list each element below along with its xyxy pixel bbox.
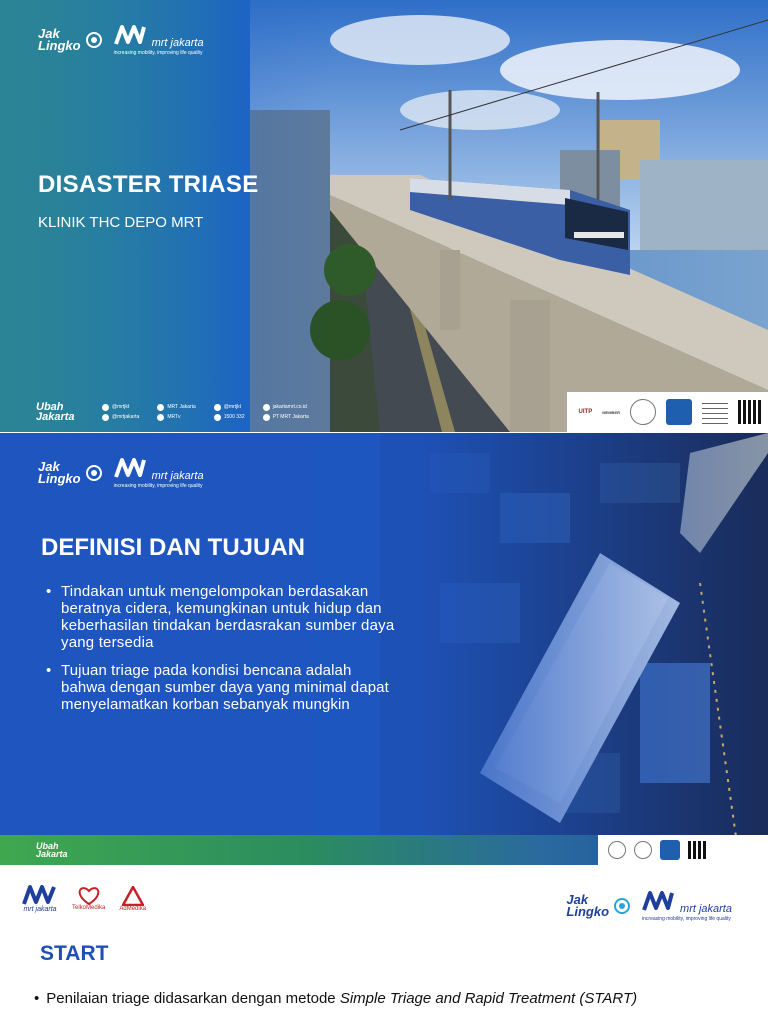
section-title: DEFINISI DAN TUJUAN <box>41 534 306 561</box>
list-item <box>34 990 637 1007</box>
qr-code-icon <box>738 400 762 424</box>
contact-text: PT MRT Jakarta <box>272 414 309 420</box>
jaklingko-line2: Lingko <box>38 38 81 53</box>
mrt-small-logo <box>22 884 58 913</box>
certification-strip <box>567 392 768 432</box>
ubah-line2: Jakarta <box>36 411 75 423</box>
mrt-mark-icon <box>642 890 676 912</box>
jaklingko-logo <box>38 28 104 52</box>
mrt-jakarta-logo <box>114 24 204 56</box>
mrt-name: mrt jakarta <box>151 470 204 482</box>
contact-item <box>102 414 139 421</box>
mrt-name: mrt jakarta <box>23 906 57 913</box>
contact-text: @mrtjkt <box>112 404 130 410</box>
youtube-icon <box>157 414 164 421</box>
certification-strip <box>598 835 768 865</box>
mrt-tagline: increasing mobility, improving life quality <box>113 483 203 489</box>
ubah-line1: Ubah <box>36 841 59 851</box>
linkedin-icon <box>263 414 270 421</box>
mike-seal-icon <box>630 399 656 425</box>
qr-code-icon <box>688 841 706 859</box>
tiktok-icon <box>214 404 221 411</box>
mrt-tagline: increasing mobility, improving life quality <box>113 50 203 56</box>
instagram-icon <box>102 404 109 411</box>
slide-title <box>0 0 768 432</box>
mrt-mark-icon <box>114 24 148 46</box>
slide1-footer <box>0 392 768 432</box>
bullet-mark: • <box>46 662 52 679</box>
mike-seal-icon <box>634 841 652 859</box>
slide-title-heading: DISASTER TRIASE <box>38 171 259 198</box>
uitp-seal-icon <box>608 841 626 859</box>
heart-icon <box>76 887 102 905</box>
contact-text: MRTv <box>167 414 181 420</box>
bullet-text: Tindakan untuk mengelompokan berdasakan beratnya cidera, kemungkinan untuk hidup dan keberhasilan tindakan berdasrakan sumber daya yang tersedia <box>61 583 395 651</box>
contact-text: @mrtjakarta <box>112 414 140 420</box>
list-item <box>46 662 398 713</box>
contact-item <box>157 414 195 421</box>
jaklingko-logo <box>566 894 632 918</box>
tuv-certified-icon <box>666 399 692 425</box>
mrt-tagline: increasing mobility, improving life quality <box>642 916 731 922</box>
jaklingko-line2: Lingko <box>38 471 81 486</box>
ubah-line2: Jakarta <box>36 849 68 859</box>
ubah-line1: Ubah <box>36 401 64 413</box>
member-label: MEMBER <box>602 409 620 415</box>
ubah-jakarta-logo <box>36 842 96 858</box>
bullet-mark: • <box>34 990 40 1007</box>
contact-item <box>263 414 309 421</box>
mrt-name: mrt jakarta <box>680 903 732 915</box>
bullet-text: Tujuan triage pada kondisi bencana adalah bahwa dengan sumber daya yang minimal dapat menyelamatkan korban sebanyak mungkin <box>61 662 389 713</box>
contact-item <box>263 404 309 411</box>
uitp-badge: UITP <box>578 409 593 415</box>
list-item <box>46 583 398 651</box>
contact-text: MRT Jakarta <box>167 404 196 410</box>
partner-logos <box>22 884 146 913</box>
contact-item <box>214 414 245 421</box>
jaklingko-logo <box>38 461 104 485</box>
jaklingko-swirl-icon <box>84 464 104 482</box>
slide-definisi <box>0 433 768 865</box>
mrt-mark-icon <box>22 884 58 906</box>
mrt-jakarta-logo <box>642 890 732 922</box>
slide-subtitle: KLINIK THC DEPO MRT <box>38 214 204 231</box>
slide2-footer <box>0 835 768 865</box>
ubah-jakarta-logo <box>36 402 96 422</box>
contact-text: @mrtjkt <box>223 404 242 410</box>
bullet-text-italic: Simple Triage and Rapid Treatment (START) <box>339 990 638 1007</box>
twitter-icon <box>102 414 109 421</box>
header-logos <box>566 890 732 922</box>
header-logos <box>38 24 204 56</box>
bullet-text-plain: Penilaian triage didasarkan dengan metode <box>46 990 340 1007</box>
bullet-list <box>46 583 398 724</box>
contact-item <box>214 404 245 411</box>
admedika-a-icon <box>122 886 144 906</box>
jaklingko-swirl-icon <box>612 897 632 915</box>
admedika-logo <box>119 886 146 912</box>
contact-text: jakartamrt.co.id <box>272 404 307 410</box>
telkomedika-logo <box>72 887 105 911</box>
tuv-certified-icon <box>660 840 680 860</box>
slide-start <box>0 866 768 1024</box>
web-icon <box>263 404 270 411</box>
jaklingko-swirl-icon <box>84 31 104 49</box>
admedika-name: AdMedika <box>119 905 147 912</box>
jaklingko-line1: Jak <box>566 892 589 907</box>
section-title: START <box>40 942 109 965</box>
telkomedika-name: TelkoMedika <box>72 904 106 911</box>
bullet-mark: • <box>46 583 52 600</box>
facebook-icon <box>157 404 164 411</box>
mrt-name: mrt jakarta <box>151 37 204 49</box>
jaklingko-line2: Lingko <box>566 904 610 919</box>
mrt-jakarta-logo <box>114 457 204 489</box>
contact-list <box>102 404 309 421</box>
mrt-mark-icon <box>114 457 148 479</box>
bullet-text <box>46 990 637 1007</box>
contact-text: 1500 332 <box>223 414 245 420</box>
jaklingko-line1: Jak <box>38 26 60 41</box>
jaklingko-line1: Jak <box>38 459 60 474</box>
iso-lines-icon <box>702 400 728 424</box>
header-logos <box>38 457 204 489</box>
phone-icon <box>214 414 221 421</box>
contact-item <box>102 404 139 411</box>
contact-item <box>157 404 195 411</box>
